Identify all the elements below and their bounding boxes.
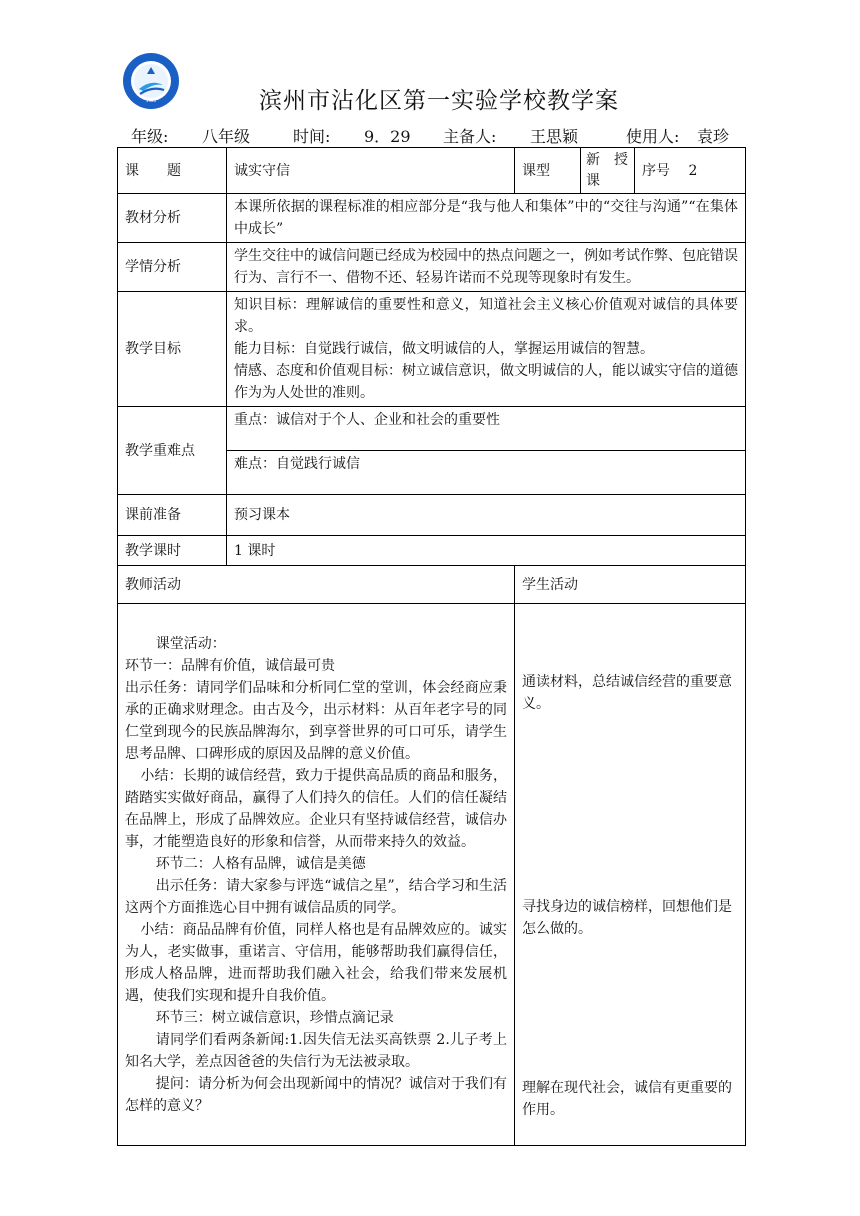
time-label: 时间:: [293, 127, 331, 146]
teacher-activity-step2-title: 环节二：人格有品牌，诚信是美德: [155, 855, 366, 872]
material-label: 教材分析: [118, 194, 227, 243]
teacher-activity-step3-news: 请同学们看两条新闻:1.因失信无法买高铁票 2.儿子考上知名大学，差点因爸爸的失信行为无法被录取。: [125, 1031, 507, 1070]
students-text: 学生交往中的诚信问题已经成为校园中的热点问题之一，例如考试作弊、包庇错误行为、言行不一、借物不还、轻易许诺而不兑现等现象时有发生。: [227, 243, 746, 292]
teacher-activity-step2-task: 出示任务：请大家参与评选“诚信之星”，结合学习和生活这两个方面推选心目中拥有诚信品质的同学。: [125, 877, 507, 916]
page-title: 滨州市沾化区第一实验学校教学案: [259, 88, 619, 114]
keypoints-label: 教学重难点: [118, 407, 227, 495]
row-prep: [118, 495, 746, 536]
time-value: 9．29: [364, 127, 411, 146]
difficult-point-text: 难点：自觉践行诚信: [227, 451, 746, 495]
student-activity-cell: [515, 604, 746, 1146]
lesson-plan-table: [117, 147, 746, 1146]
hours-value: 1 课时: [227, 536, 746, 566]
hours-label: 教学课时: [118, 536, 227, 566]
row-goals: [118, 292, 746, 407]
goal-knowledge: 知识目标：理解诚信的重要性和意义，知道社会主义核心价值观对诚信的具体要求。: [234, 297, 738, 335]
student-activity-step2: 寻找身边的诚信榜样，回想他们是怎么做的。: [522, 898, 732, 937]
row-students: [118, 243, 746, 292]
teacher-activity-step3-question: 提问：请分析为何会出现新闻中的情况？诚信对于我们有怎样的意义？: [125, 1075, 507, 1114]
sequence-cell: [635, 148, 746, 194]
teacher-activity-intro: 课堂活动：: [155, 635, 226, 652]
row-key-point: [118, 407, 746, 451]
grade-value: 八年级: [202, 127, 251, 146]
teacher-activity-header: 教师活动: [118, 566, 515, 604]
row-material: [118, 194, 746, 243]
row-activity: [118, 604, 746, 1146]
students-label: 学情分析: [118, 243, 227, 292]
goal-ability: 能力目标：自觉践行诚信，做文明诚信的人，掌握运用诚信的智慧。: [234, 341, 654, 357]
goals-cell: [227, 292, 746, 407]
goals-label: 教学目标: [118, 292, 227, 407]
preparer-label: 主备人:: [443, 127, 497, 146]
teacher-activity-step1-title: 环节一：品牌有价值，诚信最可贵: [125, 657, 335, 674]
student-activity-header: 学生活动: [515, 566, 746, 604]
student-activity-step3: 理解在现代社会，诚信有更重要的作用。: [522, 1079, 732, 1118]
user-label: 使用人:: [626, 127, 680, 146]
teacher-activity-step3-title: 环节三：树立诚信意识，珍惜点滴记录: [155, 1009, 394, 1026]
sequence-value: 2: [688, 162, 698, 179]
teacher-activity-step1-task: 出示任务：请同学们品味和分析同仁堂的堂训，体会经商应秉承的正确求财理念。由古及今，出示材料：从百年老字号的同仁堂到现今的民族品牌海尔，到享誉世界的可口可乐，请学生思考品牌、口碑形成的原因及品牌的意义价值。: [125, 679, 507, 762]
logo-year: 1985: [145, 98, 157, 103]
preparer-value: 王思颖: [530, 127, 579, 146]
teacher-activity-cell: [118, 604, 515, 1146]
prep-label: 课前准备: [118, 495, 227, 536]
meta-line: [0, 124, 860, 148]
student-activity-step1: 通读材料，总结诚信经营的重要意义。: [522, 673, 732, 712]
grade-label: 年级:: [131, 127, 169, 146]
material-text: 本课所依据的课程标准的相应部分是“我与他人和集体”中的“交往与沟通”“在集体中成长”: [227, 194, 746, 243]
course-type-label: 课型: [515, 148, 581, 194]
topic-label: 课 题: [118, 148, 227, 194]
goal-attitude: 情感、态度和价值观目标：树立诚信意识，做文明诚信的人，能以诚实守信的道德作为为人处世的准则。: [234, 363, 738, 401]
teacher-activity-step1-summary: 小结：长期的诚信经营，致力于提供高品质的商品和服务，踏踏实实做好商品，赢得了人们持久的信任。人们的信任凝结在品牌上，形成了品牌效应。企业只有坚持诚信经营，诚信办事，才能塑造良好的形象和信誉，从而带来持久的效益。: [125, 767, 507, 850]
topic-value: 诚实守信: [227, 148, 515, 194]
key-point-text: 重点：诚信对于个人、企业和社会的重要性: [227, 407, 746, 451]
row-hours: [118, 536, 746, 566]
sequence-label: 序号: [642, 162, 670, 179]
row-activity-header: [118, 566, 746, 604]
course-type-value: 新 授 课: [581, 148, 635, 194]
teacher-activity-step2-summary: 小结：商品品牌有价值，同样人格也是有品牌效应的。诚实为人，老实做事，重诺言、守信用，能够帮助我们赢得信任，形成人格品牌，进而帮助我们融入社会，给我们带来发展机遇，使我们实现和提升自我价值。: [125, 921, 507, 1004]
prep-value: 预习课本: [227, 495, 746, 536]
row-topic: [118, 148, 746, 194]
user-value: 袁珍: [697, 127, 730, 146]
